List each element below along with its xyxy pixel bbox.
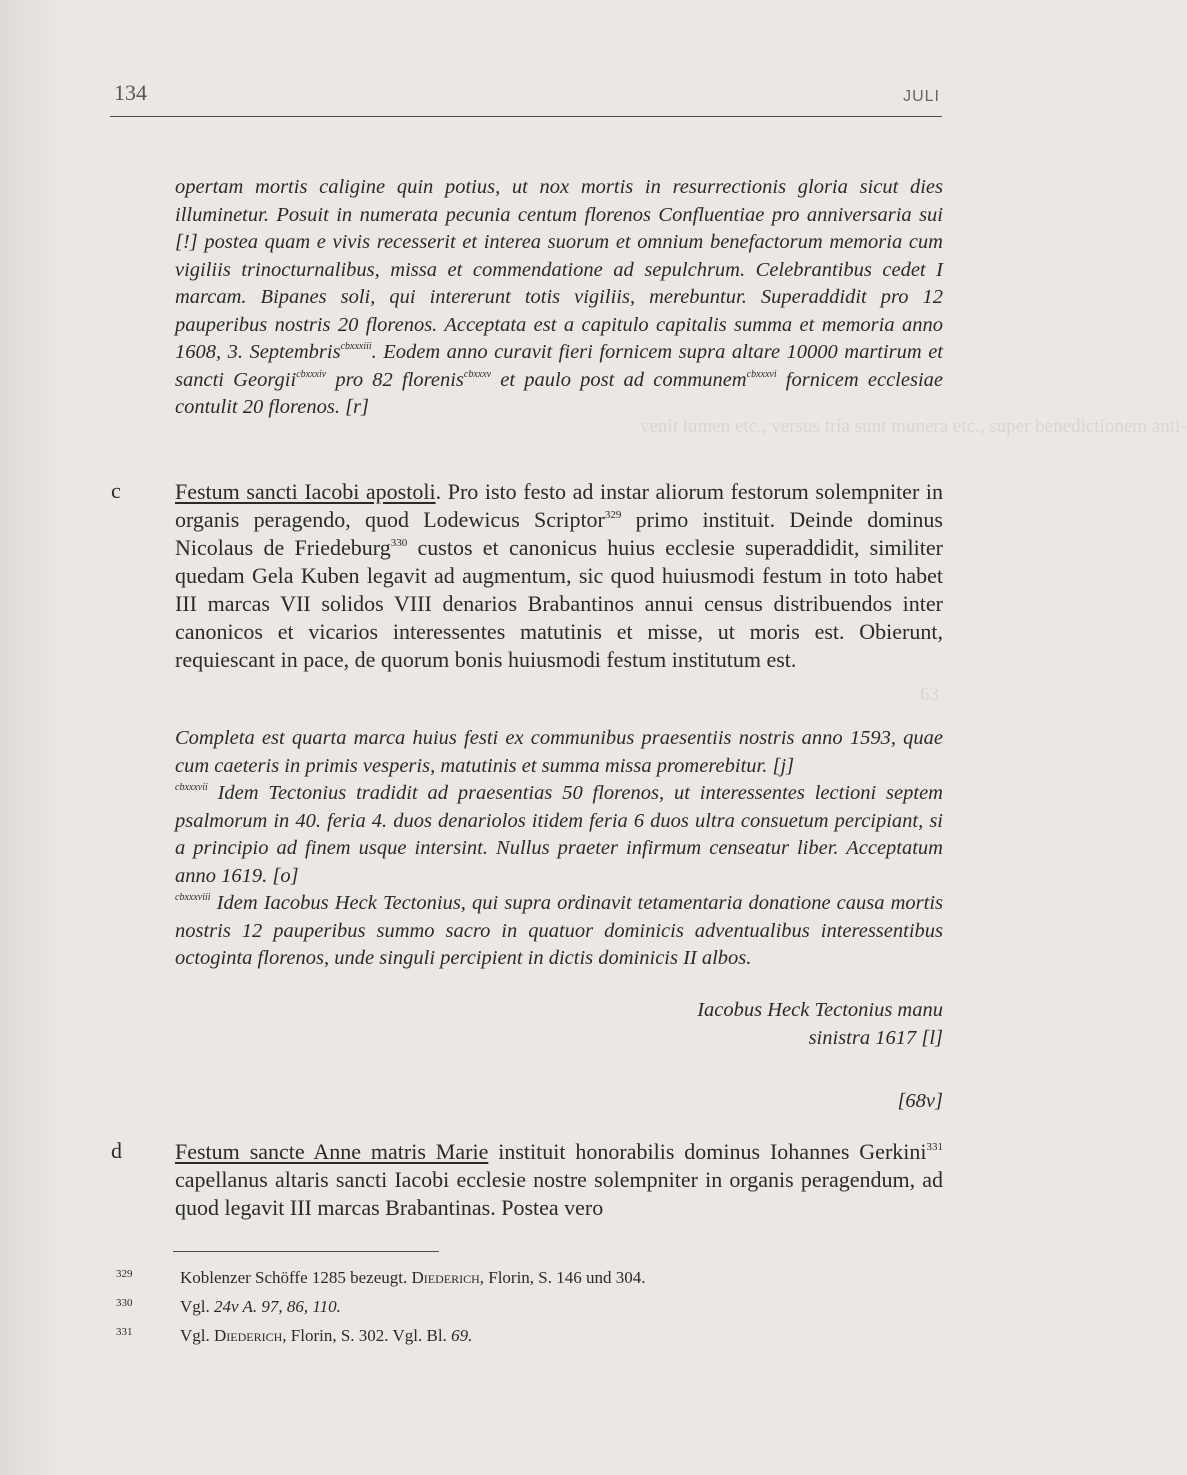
note-marker: cbxxxiii [340,341,372,352]
latin-paragraph-top: opertam mortis caligine quin potius, ut nox mortis in resurrectionis gloria sicut dies illuminetur. Posuit in numerata pecunia centum florenos Confluentiae pro anniversaria sui [!] postea quam e vivis recesserit et interea suorum et omnium benefactorum memoria cum vigiliis trinocturnalibus, missa et commendatione ad sepulchrum. Celebrantibus cedet I marcam. Bipanes soli, qui intererunt totis vigiliis, merebuntur. Superaddidit pro 12 pauperibus nostris 20 florenos. Acceptata est a capitulo capitalis summa et memoria anno 1608, 3. Septembris$^{cbxxxiii}$. Eodem anno curavit fieri fornicem supra altare 10000 martirum et sancti Georgii$^{cbxxxiv}$ pro 82 florenis$^{cbxxxv}$ et paulo post ad communem$^{cbxxxvi}$ fornicem ecclesiae contulit 20 florenos. [r] [175,176,943,418]
footnote-text: Koblenzer Schöffe 1285 bezeugt. Diederich, Florin, S. 146 und 304. [180,1268,646,1287]
signature-line: sinistra 1617 [l] [808,1027,943,1049]
signature-line: Iacobus Heck Tectonius manu [697,999,943,1021]
footnote-number: 330 [116,1297,133,1309]
running-head [110,80,942,117]
footnote-ref: 329 [604,509,622,521]
section-marker-c: c [111,478,121,503]
section-d-title: Festum sancte Anne matris Marie [175,1139,489,1164]
footnote-number: 329 [116,1268,133,1280]
note-marker: cbxxxvi [746,368,777,380]
page-number: 134 [114,80,147,105]
note-marker: cbxxxv [463,368,492,380]
section-c-latin-notes: Completa est quarta marca huius festi ex communibus praesentiis nostris anno 1593, quae cum caeteris in primis vesperis, matutinis et summa missa promerebitur. [j] $^{cbxxxvii}$ Idem Tectonius tradidit ad praesentias 50 florenos, ut interessentes lectioni septem psalmorum in 40. feria 4. duos denariolos itidem feria 6 duos ultra consuetum percipiant, si a principio ad finem usque intersint. Nullus praeter infirmum censeatur liber. Acceptatum anno 1619. [o] $^{cbxxxviii}$ Idem Iacobus Heck Tectonius, qui supra ordinavit tetamentaria donatione causa mortis nostris 12 pauperibus summo sacro in quatuor dominicis adventualibus interessentibus octoginta florenos, unde singuli percipient in dictis dominicis II albos. [175,727,943,969]
footnote-ref: 330 [390,537,408,549]
running-title: JULI [903,88,940,105]
section-marker-d: d [111,1138,122,1163]
bleed-through-text: venit lumen etc., versus tria sunt munera etc., super benedictionem anti- [640,416,1187,437]
footnote-ref: 331 [926,1141,943,1153]
signature-block [697,996,943,1052]
section-c-title: Festum sancti Iacobi apostoli [175,479,436,504]
bleed-through-number: 63 [920,684,939,705]
footnote-rule [173,1251,439,1252]
note-marker: cbxxxviii [175,892,211,903]
footnote-text: Vgl. Diederich, Florin, S. 302. Vgl. Bl. 69. [180,1326,473,1345]
footnote-number: 331 [116,1326,133,1338]
footnote-text: Vgl. 24v A. 97, 86, 110. [180,1297,341,1316]
section-c-text: Festum sancti Iacobi apostoli. Pro isto festo ad instar aliorum festorum solempniter in organis peragendo, quod Lodewicus Scriptor$^{329}$ primo instituit. Deinde dominus Nicolaus de Friedeburg$^{330}$ custos et canonicus huius ecclesie superaddidit, similiter quedam Gela Kuben legavit ad augmentum, sic quod huiusmodi festum in toto habet III marcas VII solidos VIII denarios Brabantinos annui census distribuendos inter canonicos et vicarios interessentes matutinis et misse, ut moris est. Obierunt, requiescant in pace, de quorum bonis huiusmodi festum institutum est. [175,479,944,672]
section-d-text: Festum sancte Anne matris Marie instituit honorabilis dominus Iohannes Gerkini$^{331}$ capellanus altaris sancti Iacobi ecclesie nostre solempniter in organis peragendum, ad quod legavit III marcas Brabantinas. Postea vero [175,1139,943,1220]
note-marker: cbxxxiv [296,368,327,380]
note-marker: cbxxxvii [175,782,208,793]
folio-marker: [68v] [897,1090,943,1112]
